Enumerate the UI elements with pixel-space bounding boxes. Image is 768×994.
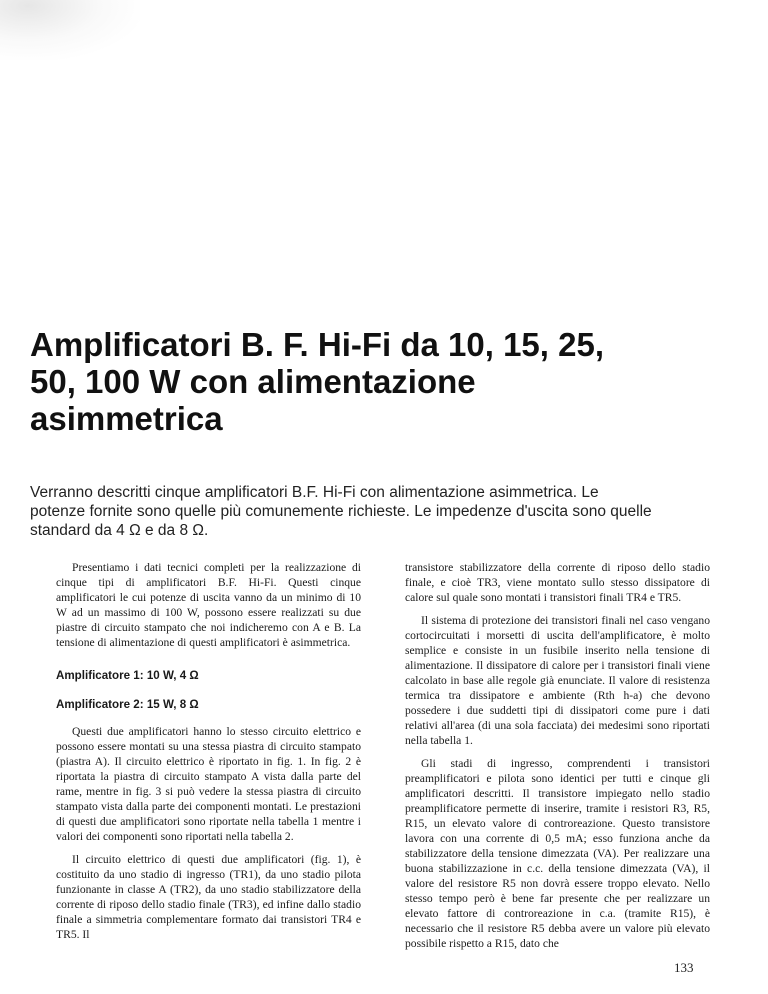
intro-paragraph: Presentiamo i dati tecnici completi per la realizzazione di cinque tipi di amplificatori B.F. Hi-Fi. Questi cinque amplificatori le cui potenze di uscita vanno da un minimo di 10 W ad un massimo di 100 W, possono essere realizzati su due piastre di circuito stampato che noi indicheremo con A e B. La tensione di alimentazione di questi amplificatori è asimmetrica. [56,561,361,649]
body-paragraph: Questi due amplificatori hanno lo stesso circuito elettrico e possono essere montati su una stessa piastra di circuito stampato (piastra A). Il circuito elettrico è riportato in fig. 1. In fig. 2 è riportata la piastra di circuito stampato A vista dalla parte del rame, mentre in fig. 3 si può vedere la stessa piastra di circuito stampato vista dalla parte dei componenti montati. Le prestazioni di questi due amplificatori sono riportate nella tabella 1 mentre i valori dei componenti sono riportati nella tabella 2. [56,725,361,843]
body-paragraph: Gli stadi di ingresso, comprendenti i transistori preamplificatori e pilota sono identici per tutti e cinque gli amplificatori descritti. Il transistore impiegato nello stadio preamplificatore permette di inserire, tramite i resistori R3, R5, R15, un elevato valore di controreazione. Questo transistore lavora con una corrente di 0,5 mA; esso funziona anche da stabilizzatore della tensione dimezzata (VA). Per realizzare una buona stabilizzazione in c.c. della tensione dimezzata (VA), il valore del resistore R5 non dovrà essere troppo elevato. Nello stesso tempo però è bene far presente che per realizzare un elevato fattore di controreazione in c.a. (tramite R15), è necessario che il resistore R5 debba avere un valore più elevato possibile rispetto a R15, dato che [405,757,710,950]
title-line-3: asimmetrica [30,400,223,437]
right-column [405,560,710,959]
page-number: 133 [674,960,694,975]
left-column [56,560,361,950]
heading-amplificatore-1: Amplificatore 1: 10 W, 4 Ω [56,669,199,682]
title-line-1: Amplificatori B. F. Hi-Fi da 10, 15, 25, [30,326,604,363]
body-paragraph: Il sistema di protezione dei transistori finali nel caso vengano cortocircuitati i morsetti di uscita dell'amplificatore, è molto semplice e consiste in un fusibile inserito nella tensione di alimentazione. Il dissipatore di calore per i transistori finali viene calcolato in base alle regole già enunciate. Il valore di resistenza termica tra dissipatore e ambiente (Rth h-a) che devono possedere i due suddetti tipi di dissipatori come pure i dati relativi all'area (di una sola facciata) dei medesimi sono riportati nella tabella 1. [405,614,710,747]
body-paragraph: Il circuito elettrico di questi due amplificatori (fig. 1), è costituito da uno stadio di ingresso (TR1), da uno stadio pilota funzionante in classe A (TR2), da uno stadio stabilizzatore della corrente di riposo dello stadio finale (TR3), ed infine dallo stadio finale a simmetria complementare formato dai transistori TR4 e TR5. Il [56,853,361,941]
scan-smudge [0,0,140,60]
body-paragraph: transistore stabilizzatore della corrente di riposo dello stadio finale, e cioè TR3, viene montato sullo stesso dissipatore di calore sul quale sono montati i transistori finali TR4 e TR5. [405,561,710,604]
subtitle-line-2: potenze fornite sono quelle più comunemente richieste. Le impedenze d'uscita sono quelle [30,503,652,520]
article-title [30,326,730,437]
article-subtitle [30,483,730,540]
heading-amplificatore-2: Amplificatore 2: 15 W, 8 Ω [56,698,199,711]
subtitle-line-1: Verranno descritti cinque amplificatori B.F. Hi-Fi con alimentazione asimmetrica. Le [30,484,599,501]
title-line-2: 50, 100 W con alimentazione [30,363,476,400]
subtitle-line-3: standard da 4 Ω e da 8 Ω. [30,522,209,539]
